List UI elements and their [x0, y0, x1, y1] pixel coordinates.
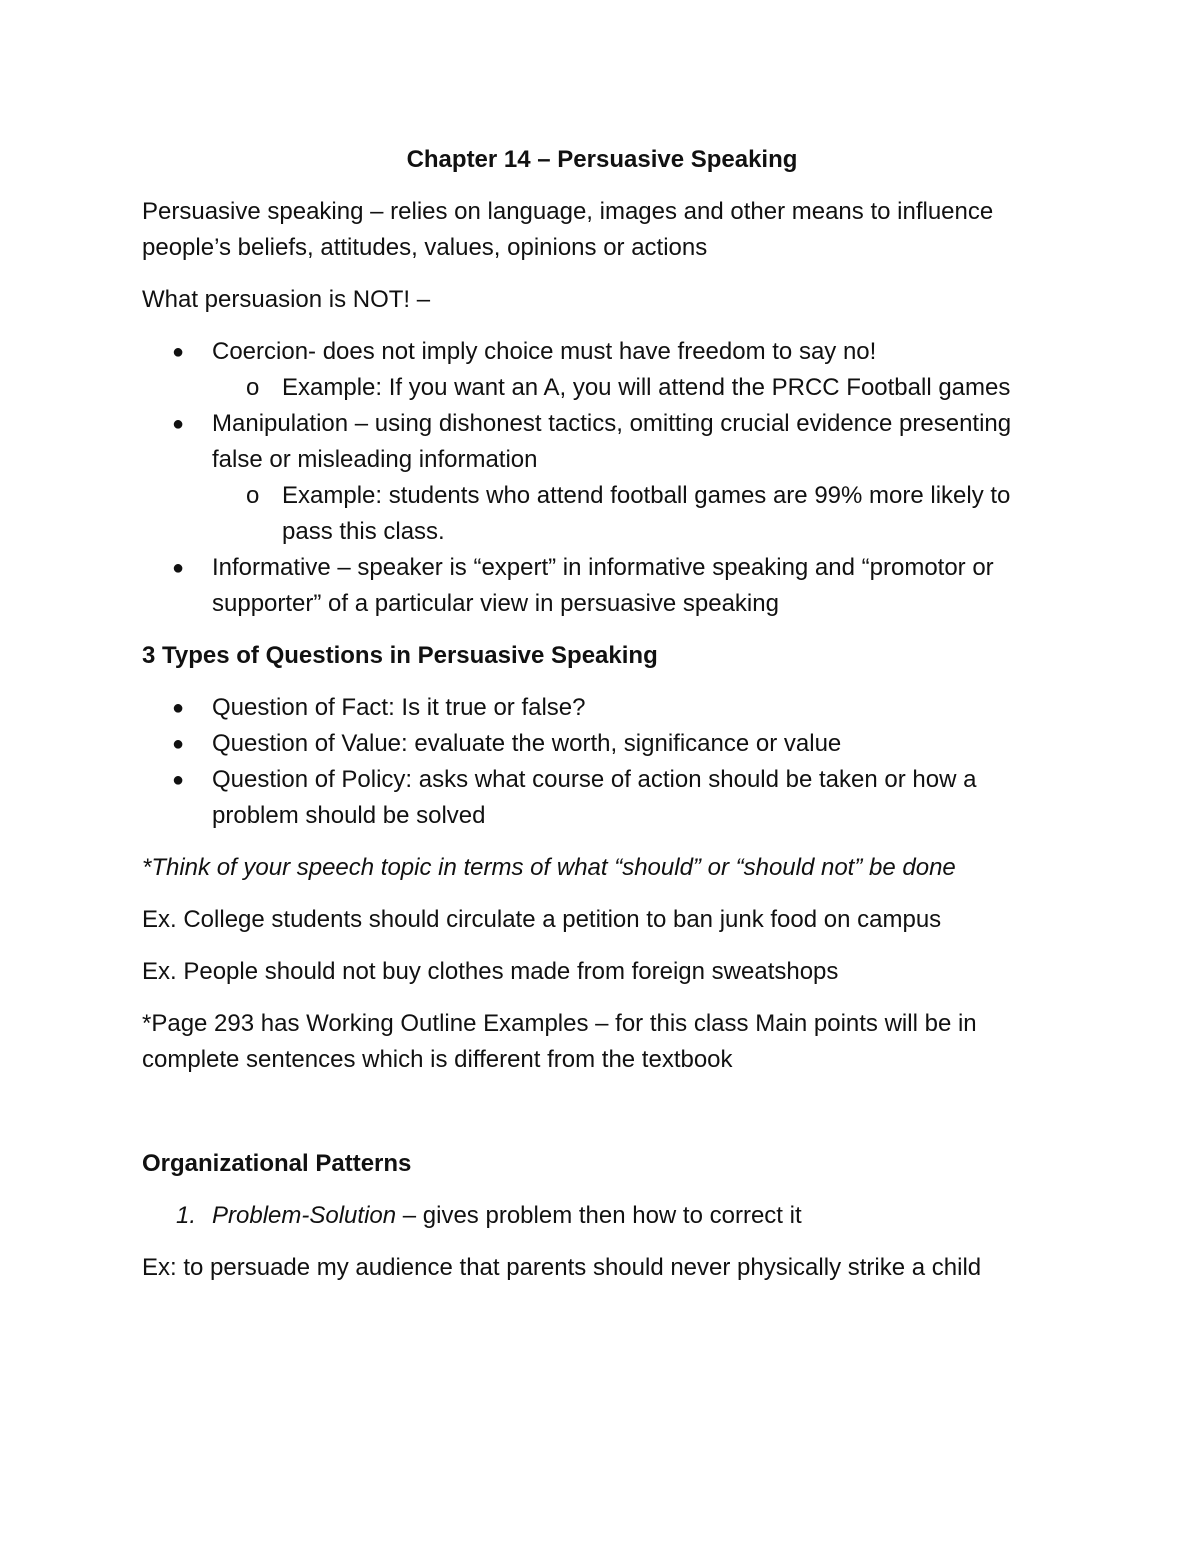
sub-bullet-icon: o [246, 482, 260, 509]
list-item [142, 726, 1062, 762]
blank-line [142, 1094, 1062, 1146]
bullet-icon: ● [172, 557, 185, 579]
not-heading: What persuasion is NOT! – [142, 286, 431, 313]
questions-heading: 3 Types of Questions in Persuasive Speaking [142, 642, 658, 669]
list-item [142, 690, 1062, 726]
example-paragraph: Ex. People should not buy clothes made from foreign sweatshops [142, 958, 839, 985]
sub-list-item-text: Example: students who attend football games are 99% more likely to pass this class. [282, 482, 1011, 545]
final-example: Ex: to persuade my audience that parents should never physically strike a child [142, 1254, 982, 1281]
patterns-list [142, 1198, 1062, 1234]
bullet-icon: ● [172, 769, 185, 791]
page-title: Chapter 14 – Persuasive Speaking [406, 146, 798, 173]
sub-bullet-icon: o [246, 374, 260, 401]
list-item [142, 762, 1062, 834]
questions-list [142, 690, 1062, 834]
think-note: *Think of your speech topic in terms of what “should” or “should not” be done [142, 854, 956, 881]
pattern-description: – gives problem then how to correct it [396, 1202, 802, 1229]
list-item [142, 334, 1062, 406]
bullet-icon: ● [172, 697, 185, 719]
list-item-text: Question of Value: evaluate the worth, significance or value [212, 730, 842, 757]
definition-paragraph: Persuasive speaking – relies on language, images and other means to influence people’s beliefs, attitudes, values, opinions or actions [142, 198, 994, 261]
sub-list-item-text: Example: If you want an A, you will attend the PRCC Football games [282, 374, 1011, 401]
bullet-icon: ● [172, 341, 185, 363]
document-content [142, 142, 1062, 1302]
list-item-text: Coercion- does not imply choice must have freedom to say no! [212, 338, 877, 365]
pattern-name: Problem-Solution [212, 1202, 397, 1229]
list-number: 1. [176, 1202, 197, 1229]
sub-list [212, 478, 1062, 550]
not-list [142, 334, 1062, 622]
bullet-icon: ● [172, 733, 185, 755]
org-heading: Organizational Patterns [142, 1150, 412, 1177]
list-item-text: Question of Policy: asks what course of action should be taken or how a problem should be solved [212, 766, 977, 829]
list-item [142, 550, 1062, 622]
list-item [142, 1198, 1062, 1234]
list-item-text: Informative – speaker is “expert” in informative speaking and “promotor or supporter” of a particular view in persuasive speaking [212, 554, 994, 617]
list-item-text: Question of Fact: Is it true or false? [212, 694, 586, 721]
example-paragraph: Ex. College students should circulate a petition to ban junk food on campus [142, 906, 942, 933]
sub-list-item [212, 370, 1062, 406]
sub-list-item [212, 478, 1062, 550]
list-item-text: Manipulation – using dishonest tactics, omitting crucial evidence presenting false or misleading information [212, 410, 1012, 473]
sub-list [212, 370, 1062, 406]
list-item [142, 406, 1062, 550]
page-note: *Page 293 has Working Outline Examples – for this class Main points will be in complete sentences which is different from the textbook [142, 1010, 977, 1073]
bullet-icon: ● [172, 413, 185, 435]
